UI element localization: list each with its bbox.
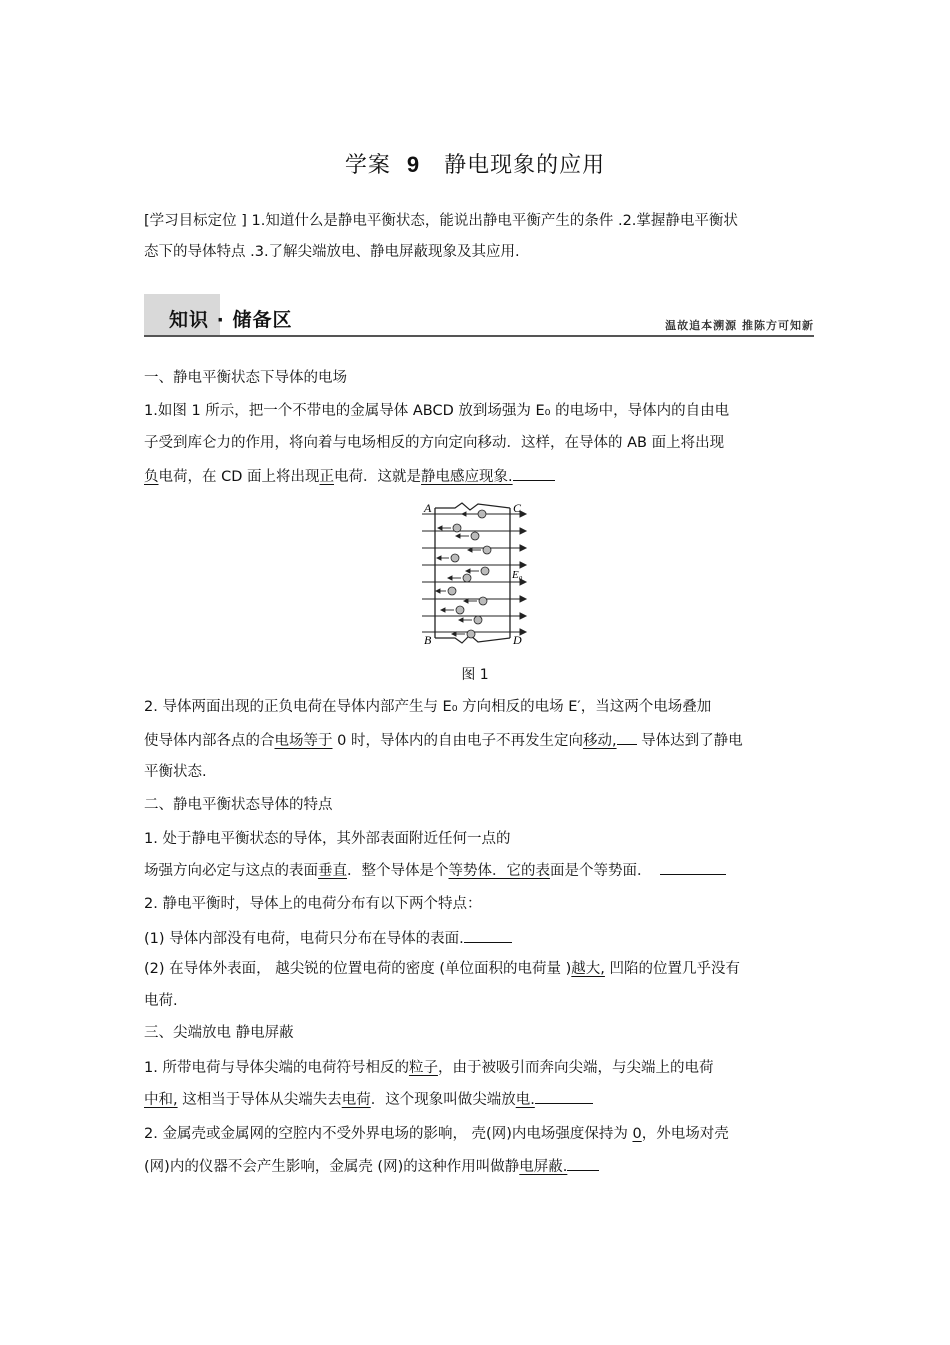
banner-divider (144, 335, 814, 337)
section3-p1-line1: 1. 所带电荷与导体尖端的电荷符号相反的粒子，由于被吸引而奔向尖端，与尖端上的电荷 (144, 1060, 714, 1076)
section1-p1-line3: 负电荷，在 CD 面上将出现正电荷．这就是静电感应现象. (144, 466, 555, 487)
answer-blank (464, 928, 512, 943)
figure-label-e0: E₀ (512, 569, 523, 581)
section2-p4-line1: (2) 在导体外表面， 越尖锐的位置电荷的密度 (单位面积的电荷量 )越大, 凹陷的位置几乎没有 (144, 961, 741, 977)
section1-p2-line1: 2. 导体两面出现的正负电荷在导体内部产生与 E₀ 方向相反的电场 E′，当这两个电场叠加 (144, 699, 712, 715)
figure-label-b: B (424, 633, 432, 647)
electrons (448, 510, 491, 638)
banner-title: 知识 · 储备区 (169, 309, 293, 331)
section2-p3: (1) 导体内部没有电荷，电荷只分布在导体的表面. (144, 928, 512, 949)
section3-p2-line1: 2. 金属壳或金属网的空腔内不受外界电场的影响， 壳(网)内电场强度保持为 0，外电场对壳 (144, 1126, 729, 1142)
answer-blank (513, 466, 555, 481)
answer-blank (660, 860, 726, 875)
conductor-top-edge (435, 503, 510, 510)
answer-blank (535, 1089, 593, 1104)
answer-blank (567, 1156, 599, 1171)
answer-blank (617, 730, 637, 745)
section1-p2-line3: 平衡状态. (144, 764, 207, 780)
section2-p4-line2: 电荷. (144, 993, 178, 1009)
section3-p2-line2: (网)内的仪器不会产生影响，金属壳 (网)的这种作用叫做静电屏蔽. (144, 1156, 599, 1177)
figure-caption: 图 1 (461, 667, 489, 683)
banner-motto: 温故追本溯源 推陈方可知新 (665, 319, 814, 332)
section2-p1-line2: 场强方向必定与这点的表面垂直．整个导体是个等势体．它的表面是个等势面． (144, 860, 726, 881)
figure-label-c: C (513, 501, 522, 515)
figure-label-a: A (424, 501, 432, 515)
section3-heading: 三、尖端放电 静电屏蔽 (144, 1025, 294, 1041)
section2-p1-line1: 1. 处于静电平衡状态的导体，其外部表面附近任何一点的 (144, 831, 511, 847)
objectives-line-2: 态下的导体特点 .3.了解尖端放电、静电屏蔽现象及其应用. (144, 244, 520, 260)
section1-p2-line2: 使导体内部各点的合电场等于 0 时，导体内的自由电子不再发生定向移动, 导体达到了静电 (144, 730, 743, 751)
section2-heading: 二、静电平衡状态导体的特点 (144, 797, 333, 813)
figure-conductor-diagram (410, 498, 540, 650)
section3-p1-line2: 中和, 这相当于导体从尖端失去电荷．这个现象叫做尖端放电. (144, 1089, 593, 1110)
objectives-line-1: [学习目标定位 ] 1.知道什么是静电平衡状态，能说出静电平衡产生的条件 .2.掌握静电平衡状 (144, 213, 738, 229)
page-title: 学案 9 静电现象的应用 (344, 152, 606, 178)
figure-label-d: D (513, 633, 522, 647)
section1-p1-line2: 子受到库仑力的作用，将向着与电场相反的方向定向移动．这样，在导体的 AB 面上将出现 (144, 435, 725, 451)
section1-heading: 一、静电平衡状态下导体的电场 (144, 370, 347, 386)
section1-p1-line1: 1.如图 1 所示，把一个不带电的金属导体 ABCD 放到场强为 E₀ 的电场中，导体内的自由电 (144, 403, 730, 419)
section2-p2: 2. 静电平衡时，导体上的电荷分布有以下两个特点： (144, 896, 482, 912)
